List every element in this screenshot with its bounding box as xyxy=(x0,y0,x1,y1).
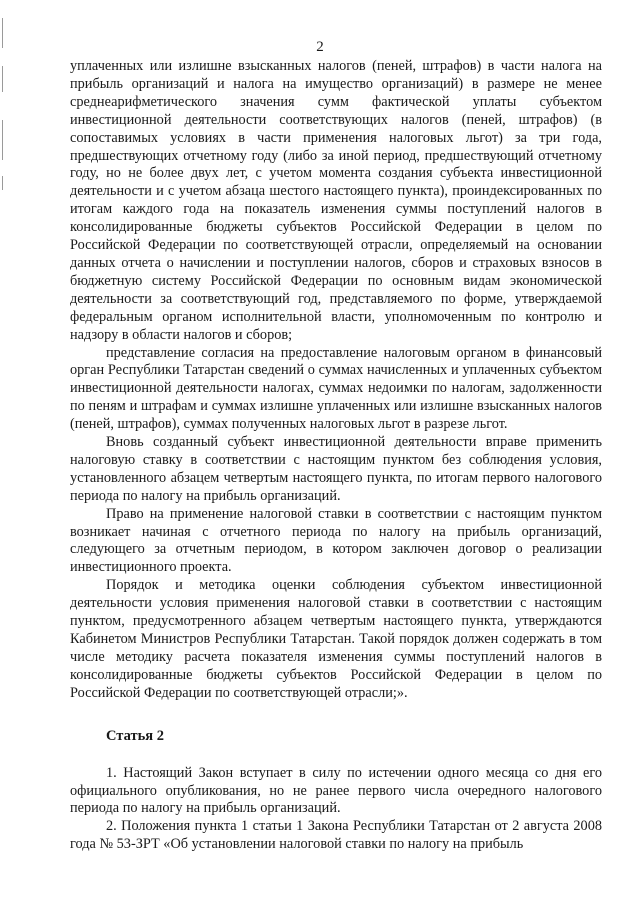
paragraph: 1. Настоящий Закон вступает в силу по истечении одного месяца со дня его официального опубликования, но не ранее первого числа очередного налогового периода по налогу на прибыль организаций. xyxy=(70,764,602,817)
paragraph: Вновь созданный субъект инвестиционной деятельности вправе применить налоговую ставку в соответствии с настоящим пунктом без соблюдения условия, установленного абзацем четвертым настоящего пункта, по итогам первого налогового периода по налогу на прибыль организаций. xyxy=(70,434,602,504)
scan-edge-mark xyxy=(2,66,3,92)
paragraph: 2. Положения пункта 1 статьи 1 Закона Республики Татарстан от 2 августа 2008 года № 53-ЗРТ «Об установлении налоговой ставки по налогу на прибыль xyxy=(70,818,602,853)
page-number: 2 xyxy=(316,39,324,55)
article-heading: Статья 2 xyxy=(106,727,164,744)
paragraph: Право на применение налоговой ставки в соответствии с настоящим пунктом возникает начиная с отчетного периода по налогу на прибыль организаций, следующего за отчетным периодом, в котором заключен договор о реализации инвестиционного проекта. xyxy=(70,505,602,576)
paragraph-continuation: уплаченных или излишне взысканных налогов (пеней, штрафов) в части налога на прибыль организаций и налога на имущество организаций) в размере не менее среднеарифметического значения сумм фактической уплаты субъектом инвестиционной деятельности соответствующих налогов (пеней, штрафов) (в сопоставимых условиях в части применения налоговых льгот) за три года, предшествующих отчетному году (либо за иной период, предшествующий отчетному году, но не более двух лет, с учетом момента создания субъекта инвестиционной деятельности и с учетом абзаца шестого настоящего пункта), проиндексированных по итогам каждого года на показатель изменения суммы поступлений налогов в консолидированные бюджеты субъектов Российской Федерации в целом по Российской Федерации по соответствующей отрасли, определяемый на основании данных отчета о начислении и поступлении налогов, сборов и страховых взносов в бюджетную систему Российской Федерации по основным видам экономической деятельности за соответствующий год, представляемого по форме, утверждаемой федеральным органом исполнительной власти, уполномоченным по контролю и надзору в области налогов и сборов; xyxy=(70,58,602,343)
paragraph: Порядок и методика оценки соблюдения субъектом инвестиционной деятельности условия применения налоговой ставки в соответствии с настоящим пунктом, предусмотренного абзацем четвертым настоящего пункта, утверждаются Кабинетом Министров Республики Татарстан. Такой порядок должен содержать в том числе методику расчета показателя изменения суммы поступлений налогов в консолидированные бюджеты субъектов Российской Федерации в целом по Российской Федерации по соответствующей отрасли;». xyxy=(70,577,602,701)
paragraph: представление согласия на предоставление налоговым органом в финансовый орган Республики Татарстан сведений о суммах начисленных и уплаченных субъектом инвестиционной деятельности налогах, суммах недоимки по налогам, задолженности по пеням и штрафам и суммах излишне уплаченных или излишне взысканных налогов (пеней, штрафов), суммах полученных налоговых льгот в разрезе льгот. xyxy=(70,344,602,433)
scan-edge-mark xyxy=(2,120,3,160)
scan-edge-mark xyxy=(2,176,3,190)
document-body xyxy=(70,58,602,854)
